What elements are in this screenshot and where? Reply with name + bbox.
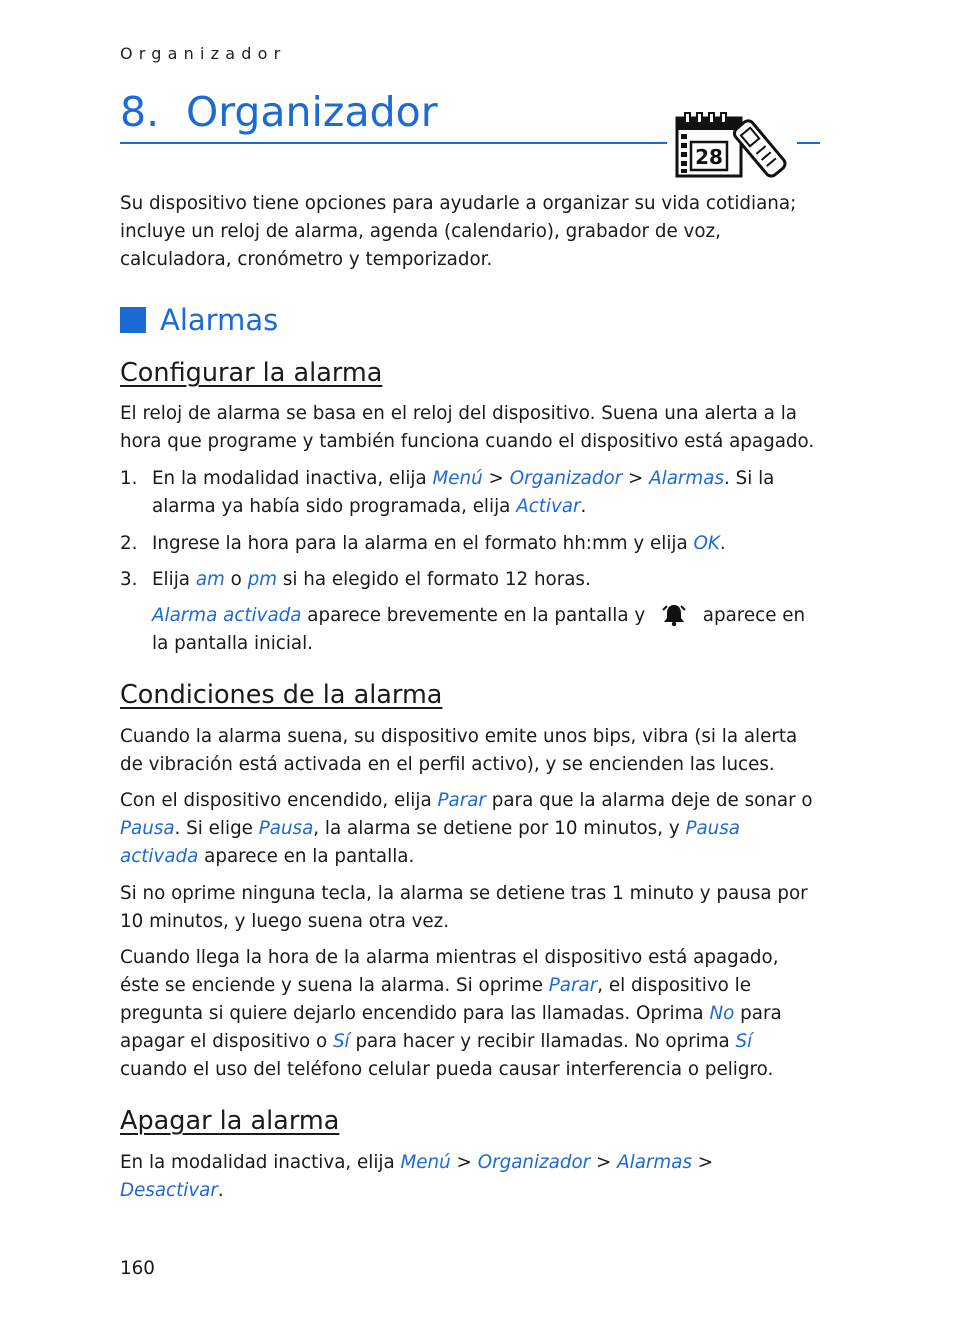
menu-ref: am (195, 569, 225, 590)
menu-ref: Sí (735, 1031, 753, 1052)
menu-ref: Menú (400, 1152, 451, 1173)
intro-paragraph: Su dispositivo tiene opciones para ayudarle a organizar su vida cotidiana; incluye un reloj de alarma, agenda (calendario), grabador de voz, calculadora, cronómetro y temporizador. (120, 193, 797, 270)
chapter-number: 8. (120, 88, 160, 136)
condiciones-p1: Cuando la alarma suena, su dispositivo emite unos bips, vibra (si la alerta de vibración está activada en el perfil activo), y se encienden las luces. (120, 726, 798, 775)
menu-ref: Desactivar (120, 1180, 218, 1201)
menu-ref: Organizador (477, 1152, 591, 1173)
menu-ref: Pausa (120, 818, 175, 839)
condiciones-p3: Si no oprime ninguna tecla, la alarma se detiene tras 1 minuto y pausa por 10 minutos, y luego suena otra vez. (120, 883, 808, 932)
svg-text:28: 28 (695, 145, 723, 169)
section-marker-square (120, 307, 146, 333)
menu-ref: Pausa activada (120, 818, 740, 867)
menu-ref: Parar (437, 790, 486, 811)
menu-ref: Alarmas (649, 468, 724, 489)
menu-ref: OK (693, 533, 720, 554)
chapter-header (120, 86, 820, 169)
menu-ref: Parar (548, 975, 598, 996)
section-header (120, 300, 278, 340)
menu-ref: Activar (516, 496, 581, 517)
chapter-rule-end (797, 142, 820, 144)
menu-ref: Alarma activada (152, 605, 302, 626)
heading-condiciones: Condiciones de la alarma (120, 680, 443, 710)
configurar-paragraph: El reloj de alarma se basa en el reloj del dispositivo. Suena una alerta a la hora que programe y también funciona cuando el dispositivo está apagado. (120, 403, 815, 452)
menu-ref: Organizador (509, 468, 623, 489)
menu-ref: No (709, 1003, 735, 1024)
page-number: 160 (120, 1258, 155, 1279)
chapter-title-text: Organizador (186, 88, 438, 136)
apagar-paragraph: En la modalidad inactiva, elija Menú > Organizador > Alarmas > Desactivar. (120, 1152, 714, 1201)
menu-ref: Sí (332, 1031, 350, 1052)
heading-apagar: Apagar la alarma (120, 1106, 340, 1136)
section-title: Alarmas (160, 303, 279, 337)
condiciones-p4: Cuando llega la hora de la alarma mientras el dispositivo está apagado, éste se enciende y suena la alarma. Si oprime Parar, el dispositivo le pregunta si quiere dejarlo encendido para las llamadas. Oprima No para apagar el dispositivo o Sí para hacer y recibir llamadas. No oprima Sí cuando el uso del teléfono celular pueda causar interferencia o peligro. (120, 947, 782, 1080)
menu-ref: Alarmas (617, 1152, 692, 1173)
menu-ref: Menú (432, 468, 483, 489)
chapter-title (120, 86, 438, 138)
calendar-phone-icon (673, 110, 793, 184)
running-header: Organizador (120, 44, 287, 63)
condiciones-p2: Con el dispositivo encendido, elija Parar para que la alarma deje de sonar o Pausa. Si elige Pausa, la alarma se detiene por 10 minutos, y Pausa activada aparece en la pantalla. (120, 790, 813, 867)
chapter-rule (120, 142, 667, 144)
menu-ref: Pausa (258, 818, 314, 839)
heading-configurar: Configurar la alarma (120, 358, 383, 388)
menu-ref: pm (247, 569, 278, 590)
alarm-bell-icon (661, 603, 687, 627)
